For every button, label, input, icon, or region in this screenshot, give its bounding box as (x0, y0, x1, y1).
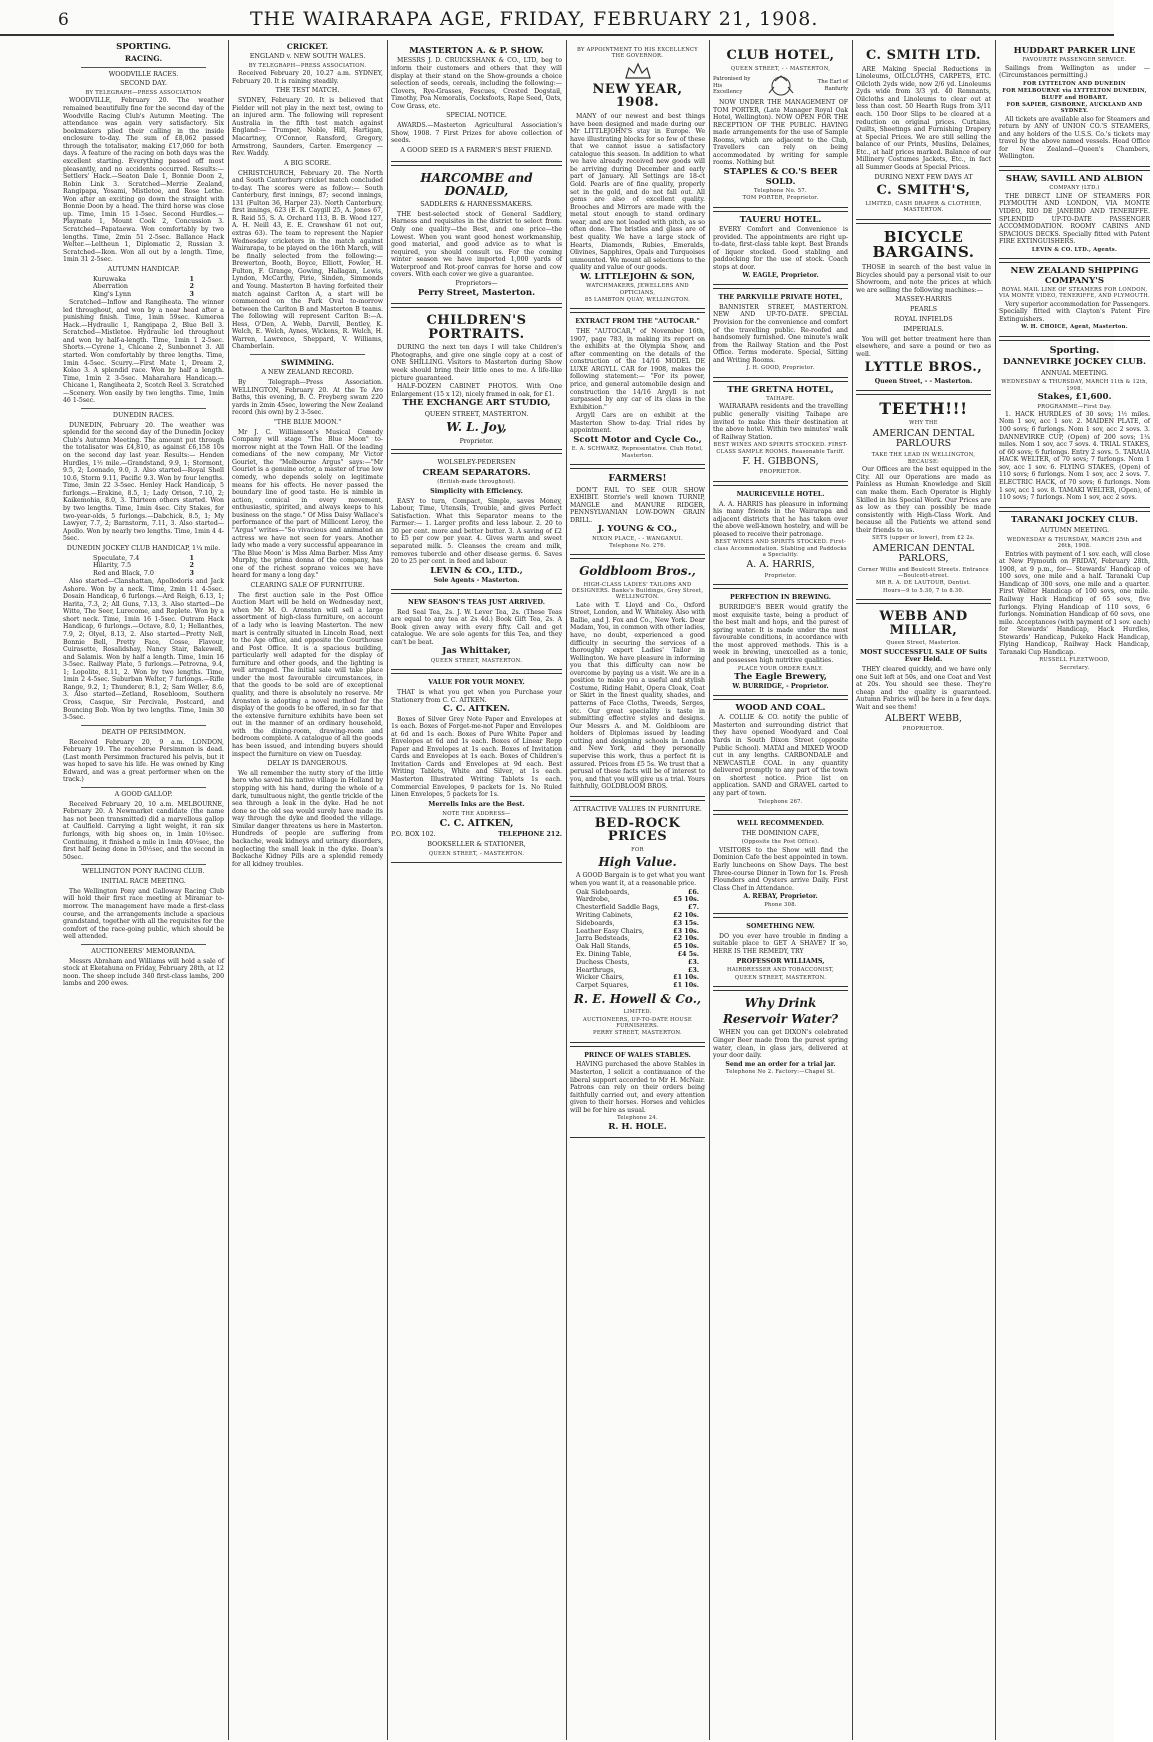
advert-studio: THE EXCHANGE ART STUDIO, (402, 398, 551, 409)
advert-name: A. A. HARRIS, (746, 559, 815, 571)
advert-address: Corner Willis and Boulcott Streets. Entrance—Boulcott-street. (857, 566, 990, 579)
result-row: Speculate, 7.4 1 (93, 553, 194, 562)
results-list (63, 276, 224, 299)
advert-title: NEW YEAR, 1908. (592, 81, 683, 111)
advert-dominion-cafe (713, 814, 848, 914)
advert-teas (391, 593, 562, 670)
advert-title: BED-ROCK PRICES (594, 815, 681, 845)
advert-text: BURRIDGE'S BEER would gratify the most exquisite taste, being a product of the best malt and hops, and the purest of spring water. It is made under the most favourable conditions, in accordance with the most approved methods. This is a week in brewing, unexcelled as a tonic, and possesses high nutritive qualities. (713, 604, 848, 664)
price-row: Writing Cabinets, £2 10s. (576, 910, 699, 919)
advert-text: HAVING purchased the above Stables in Masterton, I solicit a continuance of the liberal support accorded to Mr H. McNair. Patrons can rely on their orders being faithfully carried out, and every attention given to their horses. Horses and vehicles will be for hire as usual. (570, 1061, 705, 1114)
advert-webb (856, 603, 991, 737)
advert-text: THE "AUTOCAR," of November 16th, 1907, page 783, in making its report on the exhibits at the Olympia Show, and after commenting on the details of the construction of the 14/16 MODEL DE LUXE ARGYLL CAR for 1908, makes the following statement:— "For its power, price, and general automobile design and construction the 14/16 Argyll is not surpassed by any car of its class in the Exhibition." (570, 328, 705, 411)
price-row: Oak Hall Stands, £5 10s. (576, 942, 699, 951)
advert-dannevirke (999, 340, 1150, 508)
advert-agents: W. H. CHOICE, Agent, Masterton. (1021, 324, 1128, 331)
patron-right: The Earl of Ranfurly (817, 79, 848, 92)
section-heading: SWIMMING. (280, 358, 335, 368)
advert-title: HUDDART PARKER LINE (1013, 46, 1136, 56)
advert-taranaki (999, 511, 1150, 677)
masthead (0, 2, 1114, 36)
advert-label: BY APPOINTMENT TO HIS EXCELLENCY THE GOVERNOR. (576, 47, 699, 60)
advert-address: Queen Street, - - Masterton. (874, 377, 973, 385)
advert-proprietor: J. H. GOOD, Proprietor. (746, 365, 815, 372)
advert-address: PERRY STREET, MASTERTON. (593, 1030, 682, 1037)
article-title: A BIG SCORE. (283, 158, 332, 167)
advert-hours: Hours—9 to 5.30, 7 to 8.30. (882, 587, 965, 594)
price-row: Ex. Dining Table, £4 5s. (576, 950, 699, 959)
advert-text: THOSE in search of the best value in Bicycles should pay a personal visit to our Showroom, and note the prices at which we are selling the following machines:— (856, 264, 991, 294)
advert-text: THAT is what you get when you Purchase your Stationery from C. C. AITKEN. (391, 688, 562, 704)
advert-address: QUEEN STREET, - MASTERTON. (428, 850, 525, 857)
article-subtitle: SECOND DAY. (120, 79, 167, 88)
advert-note: BEST WINES AND SPIRITS STOCKED. First-class Accommodation. Stabling and Paddocks a Speciality. (714, 539, 847, 559)
advert-name: W. L. Joy, (446, 420, 507, 435)
advert-name: ALBERT WEBB, (884, 712, 963, 724)
advert-title: THE GRETNA HOTEL, (727, 384, 834, 395)
advert-role: HAIRDRESSER AND TOBACCONIST, (727, 967, 834, 974)
column-ads-2 (567, 40, 708, 1740)
advert-stables (570, 1046, 705, 1139)
advert-name: R. H. HOLE. (608, 1121, 667, 1132)
advert-price: SETS (upper or lower), from £2 2s. (872, 535, 975, 542)
advert-subtitle: (British-made throughout). (437, 479, 516, 486)
advert-text: THE best-selected stock of General Saddlery, Harness and requisites in the district to select from. Only one quality—the Best, and one price—the Lowest. When you want good honest workmanship, good material, and good advice as to what is required, you should consult us. For the coming winter season we have imported 1,000 yards of Waterproof and Rot-proof canvas for horse and cow covers. With each cover we give a guarantee. (391, 210, 562, 279)
advert-tagline: Send me an order for a trial jar. (725, 1060, 836, 1068)
advert-role: BOOKSELLER & STATIONER, (427, 840, 526, 849)
advert-phone: Phone 308. (764, 901, 797, 908)
advert-text: A. A. HARRIS has pleasure in informing his many friends in the Wairarapa and adjacent districts that he has taken over the above well-known hostelry, and will be pleased to receive their patronage. (713, 500, 848, 538)
advert-company: AMERICAN DENTAL PARLORS, (872, 542, 975, 565)
machine-item: MASSEY-HARRIS (895, 295, 952, 304)
advert-text: HALF-DOZEN CABINET PHOTOS. With One Enlargement (15 x 12), nicely framed in oak, for £1. (391, 383, 562, 398)
advert-wood-coal (713, 699, 848, 811)
advert-subtitle: ROYAL MAIL LINE OF STEAMERS FOR LONDON, VIA MONTE VIDEO, TENERIFFE, AND PLYMOUTH. (999, 287, 1150, 300)
advert-phone: Telephone No 2. Factory:—Chapel St. (725, 1069, 836, 1076)
advert-address: QUEEN STREET, MASTERTON. (430, 657, 523, 664)
advert-company: LYTTLE BROS., (864, 360, 983, 376)
article-text: Also started—Clanshattan, Apollodoris and Jack Ashore. Won by a neck. Time, 2min 11 4-5sec. Dosain Handicap, 6 furlongs.—Ard Reigh, 6.13, 1; Harita, 7.3, 2; All Guns, 7.13, 3. Also started—De Witte, The Seer, Lurecome, and Replete. Won by a short neck. Time, 1min 16 1-5sec. Outram Hack Handicap, 6 furlongs.—Octave, 8.0, 1; Hellanthes, 7.9, 2; Olyel, 8.13, 2. Also started—Pretty Nell, Bonnie Bell, Pretty Face, Cosse, Flavour, Cuirasette, Rosalidshay, Nancy Stair, Bakewell, and Salamis. Won by half a length. Time, 1min 16 3-5sec. Railway Plate, 5 furlongs.—Petrovna, 9.4, 1; Lopolite, 8.11, 2. Won by two lengths. Time, 1min 2 4-5sec. Suburban Welter, 7 furlongs.—Rifle Range, 9.2, 1; Thunderer, 8.1, 2; Sam Weller, 8.6, 3. Also started—Zetland, Rosebloom, Southern Cross, Casque, Sir Percivale, Postcard, and Bouncing Bob. Won by two lengths. Time, 1min 30 3-5sec. (63, 578, 224, 722)
result-row: King's Lynn 3 (93, 290, 194, 299)
advert-title: HARCOMBE and DONALD, (420, 170, 533, 198)
advert-agents: LEVIN & CO. LTD., Agents. (1031, 246, 1118, 253)
advert-shaw-savill (999, 170, 1150, 259)
advert-tagline: STAPLES & CO.'S BEER SOLD. (723, 167, 838, 187)
article-text: Scratched—Inflow and Rangiheata. The winner led throughout, and won by a near head after a punishing finish. Time, 1min 59sec. Kumeroa Hack.—Hydraulic 1, Rangipapa 2, Blue Bell 3. Scratched—Mistletoe. Hydraulic led throughout and won by half-a-length. Time, 1min 1 2-5sec. Shorts.—Cyrene 1, Chicane 2, Sunbonnet 3. All started. Won comfortably by three lengths. Time, 1min 4-5sec. Scurry.—First Mate 1, Dream 2, Kolao 3. A splendid race. Won by half a length. Time, 1min 2 3-5sec. Maharahara Handicap.—Chicane 1, Rangiheata 2, Scotch Reel 3. Scratched—Scenery. Won easily by two lengths. Time, 1min 46 1-5sec. (63, 299, 224, 405)
advert-title: TAUERU HOTEL. (739, 214, 822, 225)
advert-stakes: Stakes, £1,600. (1037, 392, 1112, 403)
advert-text: ARE Making Special Reductions in Linoleums, OILCLOTHS, CARPETS, ETC. Oilcloth 2yds wide, now 2/6 yd. Linoleums 2yds wide from 3/3 yd. 40 Remnants, Oilcloths and Linoleums to clear out at less than cost. 50 Hearth Rugs from 3/11 each. 150 Door Slips to be cleared at a reduction on original prices. Curtains, Quilts, Sheetings and Furnishing Drapery at Special Prices. We are still selling the balance of our Prints, Muslins, Delaines, Etc., at half prices marked. Balance of our Millinery Costumes Jackets, Etc., in fact all Summer Goods at Special Prices. (856, 65, 991, 171)
article-title: WELLINGTON PONY RACING CLUB. (82, 867, 205, 876)
advert-text: WAIRARAPA residents and the travelling public generally visiting Taihape are invited to make this their destination at the above hotel. Within two minutes' walk of Railway Station. (713, 403, 848, 441)
advert-club-hotel (713, 43, 848, 208)
column-ads-3 (710, 40, 851, 1740)
column-ads-1 (388, 40, 565, 1740)
advert-tagline: PLACE YOUR ORDER EARLY. (737, 665, 824, 672)
advert-title: Why Drink (744, 996, 817, 1011)
advert-role: PROPRIETOR. (759, 469, 802, 476)
column-shipping (996, 40, 1153, 1740)
advert-taueru (713, 211, 848, 285)
advert-label: BECAUSE: (907, 458, 940, 465)
advert-company: AMERICAN DENTAL PARLOURS (872, 427, 975, 450)
advert-text: Sailings from Wellington as under — (Circumstances permitting.) (999, 64, 1150, 80)
advert-tagline: TAKE THE LEAD IN WELLINGTON, (871, 451, 976, 458)
advert-note: BEST WINES AND SPIRITS STOCKED. FIRST-CLASS SAMPLE ROOMS. Reasonable Tariff. (713, 442, 848, 455)
advert-title: WEBB AND MILLAR, (879, 608, 968, 638)
advert-role: Secretary. (1059, 664, 1090, 671)
dateline: BY TELEGRAPH—PRESS ASSOCIATION (85, 90, 202, 97)
advert-name: C. C. AITKEN, (439, 817, 514, 829)
advert-title: DANNEVIRKE JOCKEY CLUB. (1003, 357, 1146, 368)
advert-address: Queen Street, Masterton. (886, 640, 961, 647)
advert-company: J. YOUNG & CO., (597, 524, 678, 535)
advert-role: PROPRIETOR. (902, 725, 945, 732)
article-text: Received February 20, 10 a.m. MELBOURNE, February 20. A Newmarket candidate (the name has not been transmitted) did a marvellous gallop at Caulfield. Carrying a light weight, it ran six furlongs, with big shoes on, in 1min 10½sec. Continuing, it finished a mile in 1min 40½sec, the first half being done in 50½sec, and the second in 50sec. (63, 800, 224, 861)
advert-huddart (999, 43, 1150, 167)
article-text: Received February 20, 10.27 a.m. SYDNEY, February 20. It is raining steadily. (232, 70, 383, 85)
advert-williams (713, 917, 848, 987)
advert-role: AUCTIONEERS, UP-TO-DATE HOUSE FURNISHERS. (582, 1016, 693, 1029)
page-number: 6 (58, 10, 69, 30)
result-row: Hilarity, 7.5 2 (93, 561, 194, 570)
price-row: Jarra Bedsteads, £2 10s. (576, 934, 699, 943)
advert-text: DURING the next ten days I will take Children's Photographs, and give one single copy at a cost of ONE SHILLING. Visitors to Masterton during Show week should bring their little ones to me. A life-like picture guaranteed. (391, 344, 562, 382)
advert-subtitle: LIMITED, CASH DRAPER & CLOTHIER, MASTERTON. (865, 200, 982, 214)
advert-title: Reservoir Water? (722, 1012, 839, 1027)
advert-title: C. SMITH LTD. (865, 48, 982, 63)
advert-phone: Telephone 267. (758, 798, 803, 805)
price-row: Wicker Chairs, £1 10s. (576, 973, 699, 982)
advert-text: A. COLLIE & CO. notify the public of Masterton and surrounding district that they have opened Woodyard and Coal Yards in South Dixon Street (opposite Public School). MATAI and MIXED WOOD cut in any lengths. CARBONDALE and NEWCASTLE COAL in any quantity delivered promptly to any part of the town on shortest notice. Price list on application. SAND and GRAVEL carted to any part of town. (713, 714, 848, 797)
advert-subtitle: WATCHMAKERS, JEWELLERS AND OPTICIANS, (586, 283, 689, 296)
article-text: Mr J. C. Williamson's Musical Comedy Company will stage "The Blue Moon" to-morrow night at the Town Hall. Of the leading comedians of the new company, Mr Victor Gouriet, the "Melbourne Argus" says:—"Mr Gouriet is a genuine actor, a master of true low comedy, who depends solely on legitimate means for his effects. He never passed the boundary line of good taste. He is nimble in action, comical in every movement, enthusiastic, spirited, and always keeps to his business on the stage." Of Miss Daisy Wallace's performance of the part of Millicent Leroy, the "Argus" writes—"So vivacious and animated an actress we have not seen for years. Another lady who made a very successful appearance in 'The Blue Moon' is Miss Alma Barber. Miss Amy Murphy, the prima donna of the company, has one of the richest soprano voices we have heard for many a long day." (232, 428, 383, 580)
article-text: CHRISTCHURCH, February 20. The North and South Canterbury cricket match concluded to-day. The scores were as follow:— South Canterbury, first innings, 87; second innings, 131 (Fulton 36, Harper 23). North Canterbury, first innings, 623 (E. R. Caygill 25, A. Jones 67, R. Reid 55, S. A. Orchard 113, B. B. Wood 127, A. H. Neill 43, E. E. Crawshaw 61 not out, extras 63). The team to represent the Napier Wednesday cricketers in the match against Wairarapa, to be played on the 16th March, will be finally selected from the following:—Brewerton, Booth, Boyce, Elliott, Fowler, H. Fulton, F. Grange, Gowing, Hallagan, Lewis, Lyndon, McCarthy, Pirie, Sinden, Simmonds and Young. Masterton B having forfeited their match against Carlton A, a start will be commenced on the Park Oval to-morrow between the Carlton B and Masterton B teams. The following will represent Carlton B:—A. Hess, O'Den, A. Webb, Darvill, Bentley, K. Welch, E. Welch, Aynes, Wickens, R. Welch, H. Warren, Lawrence, Sheppard, V. Williams, Chamberlain. (232, 169, 383, 351)
article-title: AUCTIONEERS' MEMORANDA. (91, 946, 196, 955)
advert-text: Boxes of Silver Grey Note Paper and Envelopes at 1s each. Boxes of Forget-me-not Paper and Envelopes at 6d and 1s each. Boxes of Pure White Paper and Envelopes at 6d and 1s each. Boxes of Linear Repp Paper and Envelopes at 1s each. Boxes of Invitation Cards and Envelopes at 1s each. Boxes of Children's Invitation Cards and Envelopes at 9d each. Best Writing Tablets, White and Silver, at 1s each. Masterton Illustrated Writing Tablets 1s each. Commercial Envelopes, 9 packets for 1s. No Ruled Linen Envelopes, 5 packets for 1s. (391, 715, 562, 799)
advert-name: PROFESSOR WILLIAMS, (736, 956, 825, 965)
advert-title: TARANAKI JOCKEY CLUB. (1010, 514, 1139, 525)
advert-subtitle: LIMITED. (623, 1009, 652, 1016)
advert-subtitle: (Opposite the Post Office). (741, 839, 820, 846)
advert-text: Red Seal Tea, 2s. J. W. Lever Tea, 2s. (These Teas are equal to any tea at 2s 4d.) Book Gift Tea, 2s. A Book given away with every fifty. Call and get catalogue. We are sole agents for this Tea, and they can't be beat. (391, 608, 562, 646)
advert-role: Proprietor. (459, 437, 494, 445)
column-cricket (229, 40, 386, 1740)
advert-dates: WEDNESDAY & THURSDAY, MARCH 25th and 26th, 1908. (1006, 536, 1143, 550)
advert-separators (391, 453, 562, 590)
route-heading: FOR SAPIER, GISBORNE, AUCKLAND AND SYDNEY. (1006, 101, 1143, 115)
advert-subtitle: SPECIAL NOTICE. (446, 111, 507, 120)
advert-address: Perry Street, Masterton. (417, 287, 536, 298)
article-title: A NEW ZEALAND RECORD. (261, 368, 354, 377)
result-row: Kuruwaka 1 (93, 274, 194, 283)
advert-label: WHY THE (909, 420, 938, 427)
advert-subtitle: HIGH-CLASS LADIES' TAILORS AND DESIGNERS. Banks's Buildings, Grey Street, WELLINGTON. (571, 581, 704, 601)
advert-subtitle: COMPANY (LTD.) (1049, 185, 1100, 192)
advert-address: QUEEN STREET, MASTERTON. (424, 409, 529, 418)
advert-text: Late with T. Lloyd and Co., Oxford Street, London, and W. Whiteley. Also with Ballie, and J. Fox and Co., New York. Dear Madam, You, in common with other ladies, have, no doubt, experienced a good difficulty in securing the services of a thoroughly expert Ladies' Tailor in Wellington. We have pleasure in informing you that this difficulty can now be overcome by paying us a visit. We are in a position to make you a useful and stylish Costume, Riding Habit, Opera Cloak, Coat or Skirt in the finest quality, shades, and patterns of Face Cloths, Tweeds, Serges, etc. Our great speciality is taste in submitting effective styles and designs. Our Messrs A. and M. Goldbloom are holders of Diplomas issued by leading cutting and designing schools in London and New York, and they personally supervise this work, thus a perfect fit is assured. Prices from £5 5s. We trust that a perusal of these facts will be of interest to you, and that you will give us a trial. Yours faithfully, GOLDBLOOM BROS. (570, 601, 705, 791)
advert-company: LEVIN & CO., LTD., (430, 565, 523, 576)
article-title: "THE BLUE MOON." (273, 417, 342, 426)
advert-title: VALUE FOR YOUR MONEY. (428, 678, 525, 687)
article-title: AUTUMN HANDICAP. (107, 264, 180, 273)
advert-portraits (391, 307, 562, 450)
advert-text: MESSRS J. D. CRUICKSHANK & CO., LTD, beg to inform their customers and others that they will display at their stand on the Show-grounds a choice selection of seeds, cereals, including the following:— Clovers, Rye-Grasses, Fescues, Crested Dogstail, Timothy, Poa Nemoralis, Cocksfoots, Rape Seed, Oats, Cow Grass, etc. (391, 57, 562, 110)
article-subtitle: INITIAL RACE MEETING. (101, 877, 186, 886)
advert-dental (856, 394, 991, 600)
advert-title: MASTERTON A. & P. SHOW. (409, 46, 544, 56)
article-text: The Wellington Pony and Galloway Racing Club will hold their first race meeting at Miramar to-morrow. The management have made a first-class course, and the arrangements include a spacious grandstand, together with all the requisites for the comfort of the race-going public, which should be well attended. (63, 887, 224, 941)
advert-address: NIXON PLACE, - - WANGANUI. (592, 535, 683, 542)
advert-phone: Telephone No. 276. (609, 543, 666, 550)
advert-address: E. A. SCHWARZ, Representative. Club Hotel, Masterton. (571, 446, 704, 459)
advert-text: All tickets are available also for Steamers and return by ANY of UNION CO.'S STEAMERS, and any holders of the U.S.S. Co.'s tickets may travel by the above named vessels. Head Office for New Zealand—Queen's Chambers, Wellington. (999, 115, 1150, 161)
advert-title: SOMETHING NEW. (746, 922, 815, 931)
advert-tagline: MOST SUCCESSFUL SALE OF Suits Ever Held. (859, 647, 988, 664)
article-title: THE TEST MATCH. (275, 86, 340, 95)
price-row: Sideboards, £3 15s. (576, 918, 699, 927)
article-text: Messrs Abraham and Williams will hold a sale of stock at Eketahuna on Friday, February 28th, at 12 noon. The sheep include 340 first-class lambs, 200 lambs and 200 ewes. (63, 957, 224, 988)
advert-furniture (570, 800, 705, 1043)
advert-address: 85 LAMBTON QUAY, WELLINGTON. (584, 296, 691, 303)
advert-text: WHEN you can get DIXON's celebrated Ginger Beer made from the purest spring water, clean, in glass jars, delivered at your door daily. (713, 1029, 848, 1060)
advert-nz-shipping (999, 262, 1150, 337)
article-text: The first auction sale in the Post Office Auction Mart will be held on Wednesday next, when Mr M. O. Aronsten will sell a large assortment of high-class furniture, on account of a lady who is leaving Masterton. The new mart is centrally situated in Lincoln Road, next to the Age office, and opposite the Courthouse and Post Office. It is a spacious building, particularly well adapted for the display of furniture and other goods, and the lighting is well arranged. The initial sale will take place under the most favourable circumstances, in that the goods to be sold are of exceptional quality, and there is absolutely no reserve. Mr Aronsten is adopting a novel method for the display of the goods to be offered, in so far that the extensive furniture exhibits have been set out in the manner of an ordinary household, with the dining-room, drawing-room and bedroom complete. A catalogue of all the goods has been issued, and intending buyers should inspect the furniture on view on Tuesday. (232, 591, 383, 758)
advert-bicycle (856, 223, 991, 391)
subheading: RACING. (124, 54, 163, 64)
results-list (63, 555, 224, 578)
advert-smith (856, 43, 991, 220)
article-title: WOODVILLE RACES. (108, 69, 179, 78)
advert-text: Entries with payment of 1 sov. each, will close at New Plymouth on FRIDAY, February 28th, 1908, at 9 p.m., for— Stewards' Handicap of 100 sovs, one mile and a half. Taranaki Cup Handicap of 300 sovs, one mile and a quarter. First Welter Handicap of 100 sovs, one mile. Railway Hack Handicap of 65 sovs, five furlongs. Flying Handicap of 110 sovs, 6 furlongs. Nomination Handicap of 60 sovs, one mile. Acceptances (with payment of 1 sov. each) for Stewards' Handicap, Hack Hurdles, Stewards' Handicap, Pukeko Hack Handicap, Flying Handicap, Railway Hack Handicap, Taranaki Cup Handicap. (999, 550, 1150, 656)
advert-dates: WEDNESDAY & THURSDAY, MARCH 11th & 12th, 1908. (1001, 379, 1148, 392)
advert-role: Proprietor. (764, 572, 797, 579)
advert-text: You will get better treatment here than elsewhere, and save a pound or two as well. (856, 335, 991, 358)
advert-company: R. E. Howell & Co., (573, 992, 702, 1007)
advert-phone: Telephone 24. (617, 1115, 658, 1122)
section-heading: SPORTING. (116, 42, 171, 52)
advert-text: DO you ever have trouble in finding a suitable place to GET A SHAVE? If so, HERE IS THE REMEDY, TRY (713, 932, 848, 956)
article-text: We all remember the nutty story of the little hero who saved his native village in Holland by stopping with his hand, during the whole of a dark, tumultuous night, the gentle trickle of the sea through a leak in the dyke. Had he not done so the old sea would surely have made its way through the dyke and flooded the village. Similar danger threatens us here in Masterton. Hundreds of people are suffering from backache, weak kidneys and urinary disorders, neglecting the small leak in the dyke. Doan's Backache Kidney Pills are a splendid remedy for all kidney troubles. (232, 769, 383, 868)
advert-title: SHAW, SAVILL AND ALBION (1005, 174, 1144, 185)
advert-show (391, 43, 562, 162)
advert-text: A GOOD Bargain is to get what you want when you want it, at a reasonable price. (570, 872, 705, 887)
advert-text: DON'T FAIL TO SEE OUR SHOW EXHIBIT. Storrie's well known TURNIP, MANGLE and MANURE RIDGER, PENNSYLVANIAN LOW-DOWN GRAIN DRILL. (570, 486, 705, 524)
advert-address: QUEEN STREET, MASTERTON. (734, 974, 827, 981)
route-heading: FOR LYTTELTON AND DUNEDIN (1023, 80, 1126, 87)
advert-title: MAURICEVILLE HOTEL. (736, 489, 825, 498)
price-list (570, 889, 705, 991)
article-title: A GOOD GALLOP. (114, 789, 173, 798)
price-row: Wardrobe, £5 10s. (576, 895, 699, 904)
advert-title: ATTRACTIVE VALUES IN FURNITURE. (573, 804, 702, 813)
advert-title: Goldbloom Bros., (579, 564, 696, 579)
advert-title: NEW SEASON'S TEAS JUST ARRIVED. (408, 597, 545, 606)
advert-company: W. LITTLEJOHN & SON, (580, 271, 695, 282)
article-title: DELAY IS DANGEROUS. (267, 759, 348, 768)
section-heading: CRICKET. (286, 42, 329, 51)
advert-company: Scott Motor and Cycle Co., (573, 434, 702, 445)
advert-tagline: Simplicity with Efficiency. (430, 486, 523, 495)
advert-address: QUEEN STREET, - - MASTERTON, (730, 65, 831, 72)
route-heading: FOR MELBOURNE via LYTTELTON DUNEDIN, BLUFF and HOBART. (1002, 88, 1147, 101)
patronage (713, 73, 848, 99)
advert-harcombe (391, 165, 562, 304)
advert-ginger-beer (713, 990, 848, 1081)
advert-text: VISITORS to the Show will find the Dominion Cafe the best appointed in town. Early luncheons on Show Days. The best Three-course Dinner in Town for 1s. Fresh Flounders and Oysters arrive Daily. First Class Chef in Attendance. (713, 846, 848, 892)
price-row: Leather Easy Chairs, £3 10s. (576, 926, 699, 935)
advert-autocar (570, 312, 705, 465)
advert-subtitle: SADDLERS & HARNESSMAKERS. (420, 200, 533, 209)
machine-item: ROYAL INFIELDS (894, 315, 953, 324)
advert-subtitle: TAIHAPE. (766, 396, 795, 403)
advert-tagline: Merrells Inks are the Best. (428, 799, 525, 808)
advert-text: NOW UNDER THE MANAGEMENT OF TOM PORTER, (Late Manager Royal Oak Hotel, Wellington). NOW OPEN FOR THE RECEPTION OF THE PUBLIC. HAVING made arrangements for the use of Sample Rooms, which are adjacent to the Club, Travellers can rely on being accommodated by writing for sample rooms. Nothing but (713, 98, 848, 167)
advert-proprietor: TOM PORTER, Proprietor. (742, 195, 819, 202)
advert-text: 1. HACK HURDLES of 30 sovs; 1½ miles. Nom 1 sov, acc 1 sov. 2. MAIDEN PLATE, of 100 sovs; 6 furlongs. Nom 1 sov, acc 2 sovs. 3. DANNEVIRKE CUP, (Open) of 200 sovs; 1¼ miles. Nom 1 sov, acc 7 sovs. 4. TRIAL STAKES, of 60 sovs; 6 furlongs. Entry 2 sovs. 5. TARAUA HACK WELTER, of 70 sovs; 7 furlongs. Nom 1 sov, acc 1 sov. 6. FLYING STAKES, (Open) of 110 sovs; 6 furlongs. Nom 1 sov, acc 2 sovs. 7. ELECTRIC HACK, of 70 sovs; 6 furlongs. Nom 1 sov, acc 1 sov. 8. TAMAKI WELTER, (Open), of 110 sovs; 7 furlongs. Nom 1 sov, acc 2 sovs. (999, 410, 1150, 502)
advert-proprietor: W. EAGLE, Proprietor. (742, 272, 819, 280)
advert-title: THE DOMINION CAFE, (741, 828, 820, 837)
article-title: ENGLAND v. NEW SOUTH WALES. (249, 52, 366, 61)
advert-label: NOTE THE ADDRESS— (442, 810, 511, 817)
advert-text: BANNISTER STREET, MASTERTON. NEW AND UP-TO-DATE. SPECIAL Provision for the convenience and comfort of the travelling public. Re-roofed and handsomely furnished. One minute's walk from the Railway Station and the Post Office. Terms moderate. Special, Sitting and Writing Rooms. (713, 303, 848, 364)
advert-dentist: MR R. A. DE LAUTOUR, Dentist. (876, 580, 971, 587)
advert-parkville (713, 288, 848, 378)
machine-item: IMPERIALS. (903, 324, 944, 333)
article-text: DUNEDIN, February 20. The weather was splendid for the second day of the Dunedin Jockey Club's Autumn Meeting. The amount put through the totalisator was £4,810, as against £6,158 10s on the second day last year. Results:— Henden Hurdles, 1½ mile.—Grandstand, 9.9, 1; Stormont, 9.5, 2; Loonado, 9.0, 3. Also started—Royal Shell 10.6, Storm 9.11, Pacific 9.3. Won by four lengths. Time, 3min 22 3-5sec. Henley Hack Handicap, 5 furlongs.—Erakine, 8.5, 1; Lady Orison, 7.10, 2; Kaikemohia, 8.0, 3. Thirteen others started. Won by two lengths. Time, 1min 4sec. City Stakes, for two-year-olds, 5 furlongs.—Dabchick, 8.5, 1; My Lawyer, 7.7, 2; Barnstorm, 7.11, 3. Also started—Apollo. Won by nearly two lengths. Time, 1min 4 4-5sec. (63, 421, 224, 543)
price-row: Carpet Squares, £1 10s. (576, 981, 699, 990)
advert-text: MANY of our newest and best things have been designed and made during our Mr LITTLEJOHN'S stay in Europe. We have illustrating blocks for so few of these that we cannot issue a satisfactory catalogue this season. In addition to what we have already received new goods will be arriving during December and early part of January. All Settings are 18-ct Gold. Pearls are of fine quality, properly set in the gold, and do not fall out. All gems are also of excellent quality. Brooches and Mirrors are made with the metal stout enough to stand ordinary wear, and are not loaded with pitch, as so often done. The bristles and glass are of best quality. We have a large stock of Hearts, Diamonds, Rubies, Emeralds, Olivines, Sapphires, Opals and Turquoises unmounted. We mount all selections to the quality and value of our goods. (570, 112, 705, 272)
result-row: Aberration 2 (93, 282, 194, 291)
advert-subtitle: ANNUAL MEETING. (1040, 368, 1109, 377)
article-title: DUNEDIN RACES. (112, 410, 175, 419)
advert-title: PERFECTION IN BREWING. (730, 593, 831, 602)
advert-title: CREAM SEPARATORS. (422, 468, 531, 479)
advert-gretna (713, 381, 848, 482)
advert-title: THE PARKVILLE PRIVATE HOTEL, (718, 293, 843, 302)
advert-tagline: DURING NEXT FEW DAYS AT (874, 172, 973, 181)
newspaper-title: THE WAIRARAPA AGE, FRIDAY, FEBRUARY 21, 1908. (250, 8, 819, 30)
advert-subtitle: FAVOURITE PASSENGER SERVICE. (1022, 57, 1127, 64)
advert-title: High Value. (598, 855, 677, 870)
column-sporting (60, 40, 227, 1740)
advert-subtitle: AUTUMN MEETING. (1040, 526, 1109, 535)
advert-name: F. H. GIBBONS, (742, 455, 819, 467)
advert-littlejohn (570, 43, 705, 309)
coat-of-arms-icon (764, 73, 798, 99)
advert-farmers (570, 468, 705, 555)
advert-text: THE DIRECT LINE OF STEAMERS FOR PLYMOUTH AND LONDON, VIA MONTE VIDEO, RIO DE JANEIRO AND TENERIFFE. SPLENDID UP-TO-DATE PASSENGER ACCOMMODATION. ROOMY CABINS AND SPACIOUS DECKS. Specially fitted with Patent FIRE EXTINGUISHERS. (999, 192, 1150, 246)
advert-tagline: A GOOD SEED IS A FARMER'S BEST FRIEND. (400, 145, 553, 154)
price-row: Hearthrugs, £3. (576, 965, 699, 974)
price-row: Oak Sideboards, £6. (576, 887, 699, 896)
advert-text: Our Offices are the best equipped in the City. All our Operations are made as Painless as Human Knowledge and Skill can make them. Each Operator is Highly Skilled in his Special Work. Our Prices are as low as they can possibly be made consistently with High-Class Work. And because all the Patients we attend send their friends to us. (856, 466, 991, 534)
advert-title: FARMERS! (608, 473, 667, 485)
article-title: DEATH OF PERSIMMON. (101, 727, 186, 736)
advert-title: EXTRACT FROM THE "AUTOCAR." (575, 317, 700, 326)
dateline: BY TELEGRAPH—PRESS ASSOCIATION. (248, 62, 367, 69)
result-row: Red and Black, 7.0 3 (93, 569, 194, 578)
machine-item: PEARLS (909, 305, 937, 314)
advert-label: FOR (631, 846, 644, 853)
advert-title: WOOD AND COAL. (735, 702, 826, 713)
advert-proprietor: W. BURRIDGE, - Proprietor. (732, 683, 829, 691)
advert-company: C. SMITH'S, (876, 183, 971, 199)
advert-title: WOLSELEY-PEDERSEN (437, 458, 516, 467)
advert-name: RUSSELL FLEETWOOD, (1039, 657, 1110, 664)
article-text: Received February 20, 9 a.m. LONDON, February 19. The racehorse Persimmon is dead. (Last month Persimmon fractured his pelvis, but it was hoped to save his life. He was owned by King Edward, and was a great performer when on the track.) (63, 738, 224, 784)
article-text: By Telegraph—Press Association. WELLINGTON, February 20. At the Te Aro Baths, this evening, B. C. Freyberg swam 220 yards in 2min 45sec, lowering the New Zealand record (his own) by 2 3-5sec. (232, 379, 383, 417)
article-text: SYDNEY, February 20. It is believed that Fielder will not play in the next test, owing to an injured arm. The following will represent Australia in the fifth test match against England:— Trumper, Noble, Hill, Hartigan, Macartney, O'Connor, Ransford, Gregory, Armstrong, Saunders, Carter. Emergency — Rev. Waddy. (232, 97, 383, 158)
advert-text: Very superior accommodation for Passengers. Specially fitted with Clayton's Patent Fire Extinguishers. (999, 300, 1150, 323)
advert-goldbloom (570, 558, 705, 796)
advert-mauriceville (713, 485, 848, 585)
advert-title: CHILDREN'S PORTRAITS. (426, 312, 527, 342)
advert-title: CLUB HOTEL, (726, 48, 835, 63)
advert-brewery (713, 588, 848, 696)
advert-title: NEW ZEALAND SHIPPING COMPANY'S (1010, 266, 1139, 286)
advert-title: PRINCE OF WALES STABLES. (584, 1050, 691, 1059)
advert-text: EVERY Comfort and Convenience is provided. The appointments are right up-to-date, first-class table kept. Best Brands of liquor stocked. Good stabling and paddocking for the use of stock. Coach stops at door. (713, 226, 848, 271)
advert-phone: Telephone No. 57. (754, 187, 807, 194)
advert-text: THEY cleared quickly, and we have only one Suit left at 50s, and one Coat and Vest at 20s. You should see these. They're cheap and the quality is guaranteed. Autumn Fabrics will be here in a few days. Wait and see them! (856, 666, 991, 711)
advert-aitken (391, 673, 562, 863)
advert-name: C. C. AITKEN. (443, 704, 510, 715)
advert-label: PROGRAMME—First Day. (1037, 403, 1112, 410)
section-heading: Sporting. (1049, 344, 1100, 356)
column-ads-4 (853, 40, 994, 1740)
advert-title: BICYCLE BARGAINS. (872, 227, 975, 262)
advert-title: TEETH!!! (879, 398, 968, 418)
article-title: DUNEDIN JOCKEY CLUB HANDICAP, 1¼ mile. (66, 543, 221, 552)
royal-crest-icon (623, 62, 653, 80)
advert-label: Proprietors— (455, 279, 498, 287)
price-row: Chesterfield Saddle Bags, £7. (576, 903, 699, 912)
advert-title: WELL RECOMMENDED. (737, 818, 824, 827)
patron-left: Patronised by His Excellency (713, 76, 751, 96)
article-text: WOODVILLE, February 20. The weather remained beautifully fine for the second day of the Woodville Racing Club's Autumn Meeting. The attendance was again very satisfactory. Six bookmakers plied their calling in the inside enclosure to-day. The sum of £8,062 passed through the totalisator, making £17,060 for both days. A feature of the racing on both days was the excellent starting. Everything passed off most pleasantly, and no accidents occurred. Results:— Settlers' Hack.—Seaton Dale 1, Bonnie Doon 2, Robin Link 3. Scratched—Merrie Zealand, Rangipapa, Yosami, Mistletoe, and Rose Lethe. Won after an exciting go down the straight with Bonnie Doon by a head. The third horse was close up. Time, 1min 15 1-5sec. Second Hurdles.—Playmate 1, Mount Cook 2, Concussion 3. Scratched—Papataewa. Won comfortably by two lengths. Time, 2min 51 2-5sec. Ballance Hack Welter.—Leltheun 1, Diplomatic 2, Russian 3. Scratched—Ikon. Won all out by a length. Time, 1min 31 2-5sec. (63, 97, 224, 264)
advert-company: The Eagle Brewery, (734, 671, 827, 682)
price-row: Duchess Chests, £3. (576, 957, 699, 966)
article-title: CLEARING SALE OF FURNITURE. (250, 580, 365, 589)
advert-text: AWARDS.—Masterton Agricultural Association's Show, 1908. 7 First Prizes for above collection of seeds. (391, 122, 562, 145)
advert-text: Argyll Cars are on exhibit at the Masterton Show to-day. Trial rides by appointment. (570, 412, 705, 435)
advert-text: EASY to turn, Compact, Simple, saves Money, Labour, Time, Utensils, Trouble, and gives Perfect Satisfaction. What this Separator means to the Farmer:— 1. Larger profits and less labour. 2. 20 to 30 per cent. more and better butter. 3. A saving of £2 to £5 per cow per year. 4. Gives warm and sweet separated milk. 5. Cleanses the cream and milk, removes tubercle and other disease germs. 6. Saves 20 to 25 per cent. in feed and labour. (391, 497, 562, 566)
advert-name: Jas Whittaker, (442, 646, 511, 657)
advert-contact: P.O. BOX 102. TELEPHONE 212. (391, 830, 562, 839)
advert-address: Sole Agents - Masterton. (433, 577, 520, 585)
advert-proprietor: A. REBAY, Proprietor. (743, 893, 818, 901)
